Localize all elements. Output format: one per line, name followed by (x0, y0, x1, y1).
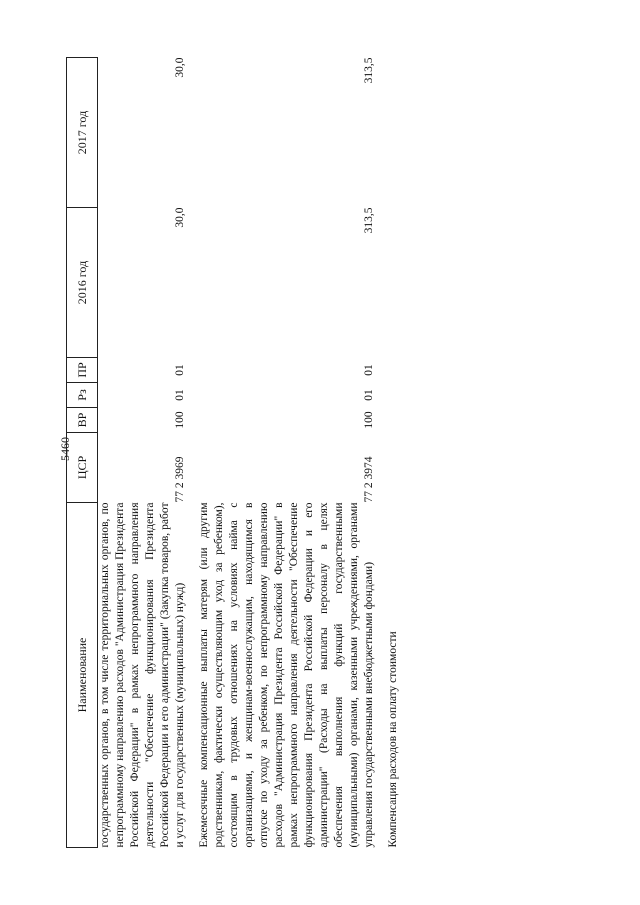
row-vr (386, 408, 401, 433)
header-rz: Рз (67, 383, 98, 408)
row-csr: 77 2 3974 (363, 456, 375, 503)
row-name: Ежемесячные компенсационные выплаты матерям (или другим родственникам, фактически осуществляющим уход за ребенком), состоящим в трудовых отношениях на условиях найма с организациями, и женщинам-военнослужащим, находящимся в отпуске по уходу за ребенком, по непрограммному направлению расходов "Администрация Президента Российской Федерации" в рамках непрограммного направления деятельности "Обеспечение функционирования Президента Российской Федерации и его администрации" (Расходы на выплаты персоналу в целях обеспечения выполнения функций государственными (муниципальными) органами, казенными учреждениями, органами управления государственными внебюджетными фондами) (198, 502, 375, 848)
row-pr: 01 (363, 364, 375, 376)
header-name: Наименование (67, 503, 98, 848)
row-rz: 01 (174, 389, 186, 401)
header-2017: 2017 год (67, 58, 98, 208)
header-vr: ВР (67, 408, 98, 433)
row-vr: 100 (363, 411, 375, 429)
row-spacer (377, 58, 386, 848)
row-spacer (188, 58, 197, 848)
row-name: государственных органов, в том числе территориальных органов, по непрограммному направлению расходов "Администрация Президента Российской Федерации" в рамках непрограммного направления деятельности "Обеспечение функционирования Президента Российской Федерации и его администрации" (Закупка товаров, работ и услуг для государственных (муниципальных) нужд) (99, 502, 186, 848)
row-csr (386, 433, 401, 503)
table-row (197, 58, 377, 848)
header-2016: 2016 год (67, 208, 98, 358)
row-pr (386, 358, 401, 383)
row-2016: 313,5 (363, 207, 375, 234)
row-rz (386, 383, 401, 408)
row-pr: 01 (174, 364, 186, 376)
table-header-row (67, 58, 98, 848)
row-2016 (386, 208, 401, 358)
row-rz: 01 (363, 389, 375, 401)
table-row (386, 58, 401, 848)
row-name: Компенсация расходов на оплату стоимости (387, 631, 399, 848)
budget-table (66, 57, 401, 848)
row-csr: 77 2 3969 (174, 456, 186, 503)
header-csr: ЦСР (67, 433, 98, 503)
page-number: 5460 (58, 437, 72, 461)
header-pr: ПР (67, 358, 98, 383)
row-2017: 30,0 (174, 57, 186, 78)
row-2017 (386, 58, 401, 208)
budget-table-sheet (66, 58, 596, 848)
row-2016: 30,0 (174, 207, 186, 228)
table-row (98, 58, 189, 848)
row-2017: 313,5 (363, 57, 375, 84)
row-vr: 100 (174, 411, 186, 429)
